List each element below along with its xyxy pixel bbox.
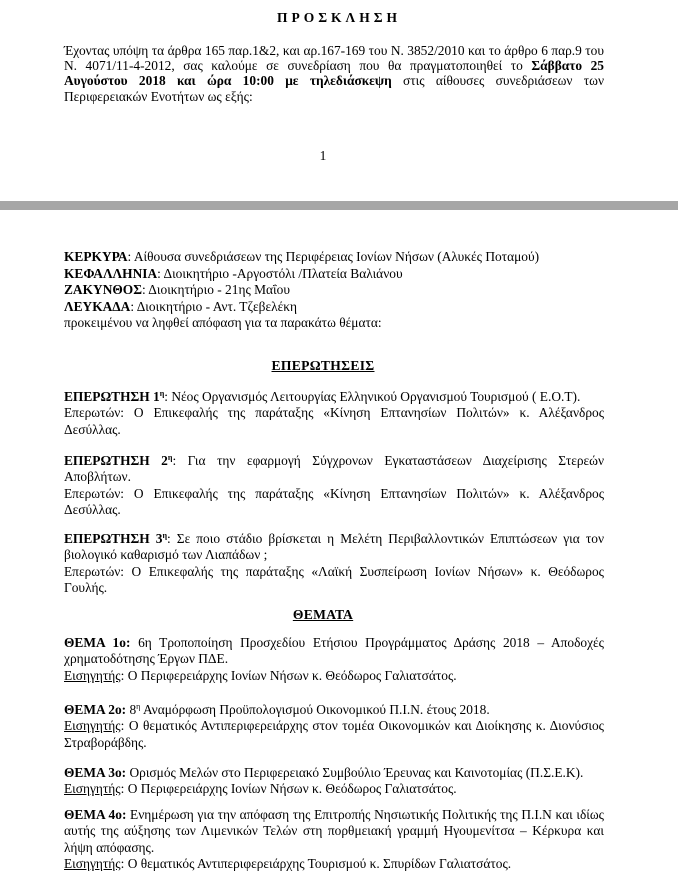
interpellation-1: ΕΠΕΡΩΤΗΣΗ $1^\eta$: Νέος Οργανισμός Λειτουργίας Ελληνικού Οργανισμού Τουρισμού ( Ε.Ο.Τ). Επερωτών: Ο Επικεφαλής της παράταξης «Κίνηση Επτανησίων Πολιτών» κ. Αλέξανδρος Δεσύλλας. [64,389,604,437]
topic-2: ΘΕΜΑ 2ο: $8^\eta$ Αναμόρφωση Προϋπολογισμού Οικονομικού Π.Ι.Ν. έτους 2018. Εισηγητής: Ο θεματικός Αντιπεριφερειάρχης στον τομέα Οικονομικών και Διοίκησης κ. Διονύσιος Στραβοράβδης. [64,702,604,750]
interpellation-2: ΕΠΕΡΩΤΗΣΗ $2^\eta$: Για την εφαρμογή Σύγχρονων Εγκαταστάσεων Διαχείρισης Στερεών Αποβλήτων. Επερωτών: Ο Επικεφαλής της παράταξης «Κίνηση Επτανησίων Πολιτών» κ. Αλέξανδρος Δεσύλλας. [64,453,604,518]
interpellations-heading: ΕΠΕΡΩΤΗΣΕΙΣ [271,358,375,373]
topic-3: ΘΕΜΑ 3ο: Ορισμός Μελών στο Περιφερειακό Συμβούλιο Έρευνας και Καινοτομίας (Π.Σ.Ε.Κ). Εισηγητής: Ο Περιφερειάρχης Ιονίων Νήσων κ. Θεόδωρος Γαλιατσάτος. [64,765,584,797]
page-separator [0,201,678,210]
page-2 [0,210,678,883]
intro-paragraph [64,43,604,104]
location-zakynthos: ΖΑΚΥΝΘΟΣ: Διοικητήριο - 21ης Μαΐου [64,282,290,298]
intro-meeting-date: Σάββατο 25 Αυγούστου 2018 και ώρα 10:00 με τηλεδιάσκεψη [64,58,605,89]
intro-text-part1: Έχοντας υπόψη τα άρθρα 165 παρ.1&2, και αρ.167-169 του Ν. 3852/2010 και το άρθρο 6 παρ.9 του Ν. 4071/11-4-2012, σας καλούμε σε συνεδρίαση που θα πραγματοποιηθεί το [64,43,604,74]
topic-4: ΘΕΜΑ 4ο: Ενημέρωση για την απόφαση της Επιτροπής Νησιωτικής Πολιτικής της Π.Ι.Ν και ιδίως αυτής της αύξησης των Λιμενικών Τελών στη πορθμειακή γραμμή Ηγουμενίτσα – Κέρκυρα και λήψη απόφασης. Εισηγητής: Ο θεματικός Αντιπεριφερειάρχης Τουρισμού κ. Σπυρίδων Γαλιατσάτος. [64,807,604,872]
page-number: 1 [319,148,327,163]
page-1 [0,0,678,201]
document-title: ΠΡΟΣΚΛΗΣΗ [276,10,402,25]
location-kefallinia: ΚΕΦΑΛΛΗΝΙΑ: Διοικητήριο -Αργοστόλι /Πλατεία Βαλιάνου [64,265,403,281]
topic-1: ΘΕΜΑ 1ο: 6η Τροποποίηση Προσχεδίου Ετήσιου Προγράμματος Δράσης 2018 – Αποδοχές χρηματοδότησης Έργων ΠΔΕ. Εισηγητής: Ο Περιφερειάρχης Ιονίων Νήσων κ. Θεόδωρος Γαλιατσάτος. [64,635,604,683]
intro-text-part2: στις αίθουσες συνεδριάσεων των Περιφερειακών Ενοτήτων ως εξής: [64,73,605,104]
meeting-locations [64,249,604,332]
interpellation-3: ΕΠΕΡΩΤΗΣΗ $3^\eta$: Σε ποιο στάδιο βρίσκεται η Μελέτη Περιβαλλοντικών Επιπτώσεων για τον βιολογικό καθαρισμό των Λιαπάδων ; Επερωτών: Ο Επικεφαλής της παράταξης «Λαϊκή Συσπείρωση Ιονίων Νήσων» κ. Θεόδωρος Γουλής. [64,531,604,596]
topics-heading: ΘΕΜΑΤΑ [292,607,354,622]
locations-closing: προκειμένου να ληφθεί απόφαση για τα παρακάτω θέματα: [64,315,382,331]
location-lefkada: ΛΕΥΚΑΔΑ: Διοικητήριο - Αντ. Τζεβελέκη [64,298,297,314]
location-kerkyra: ΚΕΡΚΥΡΑ: Αίθουσα συνεδριάσεων της Περιφέρειας Ιονίων Νήσων (Αλυκές Ποταμού) [64,249,540,264]
